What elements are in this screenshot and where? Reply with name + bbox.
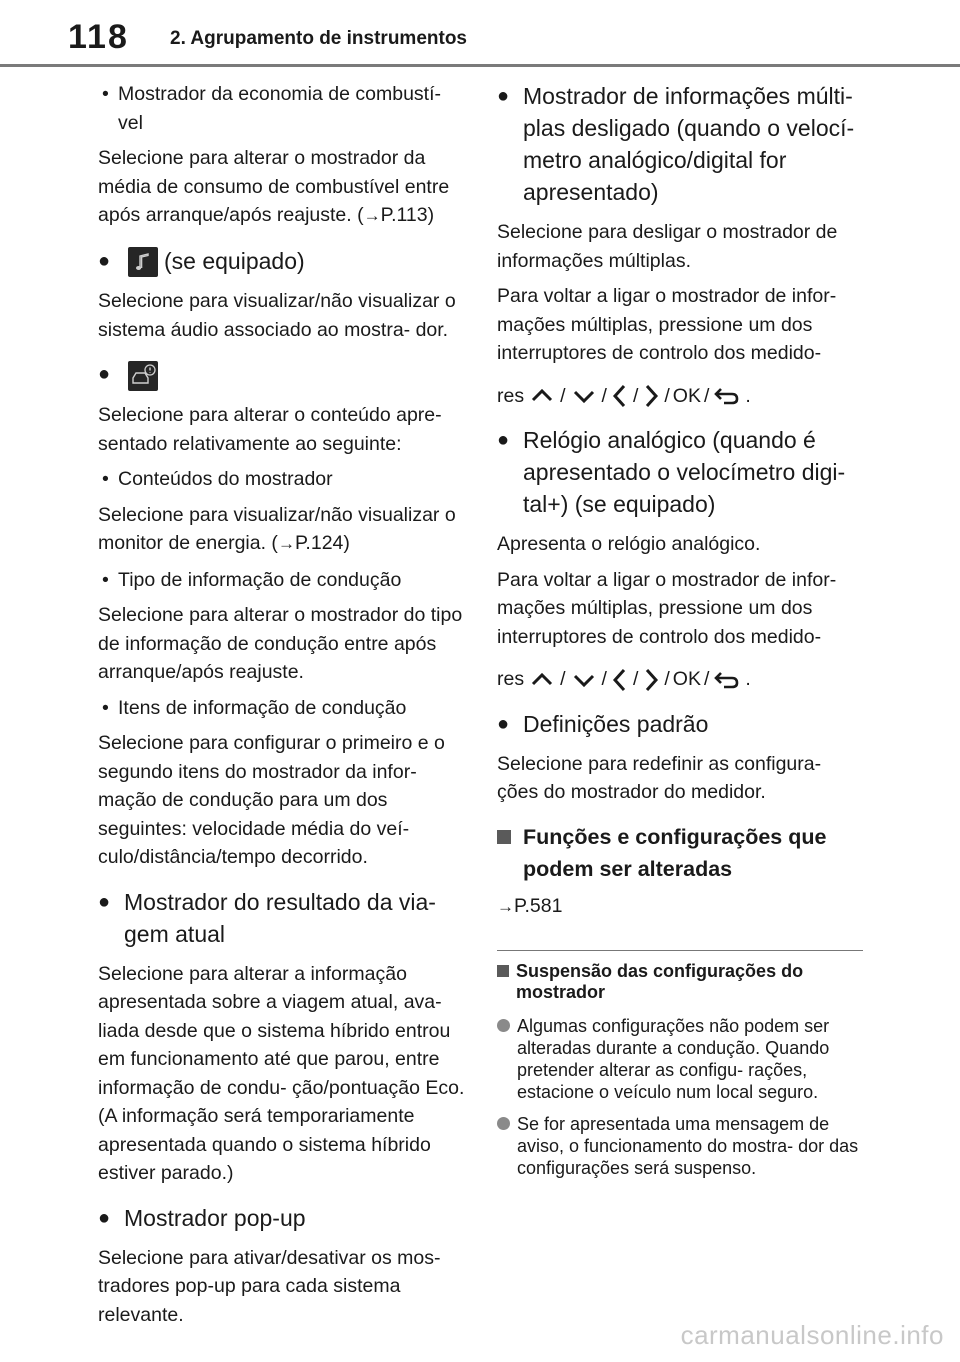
section-heading (497, 821, 863, 885)
separator: / (560, 668, 566, 690)
heading-text: Mostrador do resultado da via- gem atual (124, 888, 436, 947)
bullet-text: Mostrador da economia de combustí- vel (118, 83, 441, 134)
chevron-right-icon (641, 382, 661, 411)
chevron-right-icon (641, 665, 661, 694)
heading-text: Definições padrão (523, 710, 709, 737)
heading-bullet: ● (98, 890, 111, 913)
heading-bullet: ● (497, 712, 510, 735)
paragraph-text: Selecione para alterar o mostrador da média de consumo de combustível entre após arranque/após reajuste. (98, 147, 450, 226)
section-title: 2. Agrupamento de instrumentos (170, 28, 467, 49)
period: . (745, 384, 751, 407)
heading-text: Mostrador de informações múlti- plas desligado (quando o velocí- metro analógico/digital for apresentado) (523, 83, 855, 205)
watermark: carmanualsonline.info (680, 1320, 944, 1350)
separator: / (703, 668, 710, 690)
separator: / (632, 384, 639, 407)
separator: / (560, 384, 566, 407)
page-header (0, 0, 960, 70)
separator: / (632, 668, 639, 690)
paragraph: Para voltar a ligar o mostrador de infor- mações múltiplas, pressione um dos interruptores de controlo dos medido- (497, 568, 837, 648)
chevron-up-icon (527, 665, 557, 694)
chevron-up-icon (527, 382, 557, 411)
option-heading (98, 886, 466, 950)
chevron-down-icon (569, 665, 599, 694)
note-heading-text: Suspensão das configurações do mostrador (516, 960, 804, 1002)
paragraph: Selecione para redefinir as configura- ções do mostrador do medidor. (497, 752, 822, 803)
paragraph: Apresenta o relógio analógico. (497, 533, 761, 555)
res-text: res (497, 668, 525, 690)
bullet-marker: • (102, 83, 109, 105)
chevron-left-icon (610, 382, 630, 411)
bullet-marker: • (102, 696, 109, 719)
heading-text: Relógio analógico (quando é apresentado o velocímetro digi- tal+) (se equipado) (523, 427, 846, 517)
note-item (497, 1015, 863, 1103)
option-heading (98, 245, 466, 278)
heading-text: (se equipado) (164, 247, 305, 274)
note-item (497, 1113, 863, 1179)
square-marker (497, 830, 511, 844)
back-arrow-icon (712, 665, 742, 694)
bullet-text: Conteúdos do mostrador (118, 468, 333, 491)
paragraph (98, 501, 466, 559)
arrow-glyph: → (363, 206, 381, 225)
option-heading (497, 708, 863, 740)
option-heading (98, 358, 466, 391)
chevron-left-icon (610, 665, 630, 694)
car-warning-icon (128, 361, 158, 391)
paragraph: Selecione para visualizar/não visualizar o sistema áudio associado ao mostra- dor. (98, 290, 456, 341)
header-divider (0, 64, 960, 67)
separator: / (664, 668, 670, 690)
separator: / (601, 668, 607, 690)
arrow-glyph: → (277, 534, 295, 554)
heading-bullet: ● (98, 363, 111, 386)
list-item (98, 694, 466, 723)
circle-marker (497, 1117, 510, 1130)
heading-bullet: ● (98, 1206, 111, 1229)
heading-bullet: ● (98, 249, 111, 272)
list-item (98, 80, 466, 137)
option-heading (497, 424, 863, 520)
heading-bullet: ● (497, 429, 510, 451)
note-text: Se for apresentada uma mensagem de aviso, o funcionamento do mostra- dor das configurações será suspenso. (517, 1113, 859, 1178)
paragraph: Selecione para alterar o conteúdo apre- sentado relativamente ao seguinte: (98, 404, 442, 455)
left-column (98, 80, 466, 1336)
bullet-marker: • (102, 468, 109, 491)
chevron-down-icon (569, 382, 599, 411)
paragraph: Selecione para alterar a informação apresentada sobre a viagem atual, ava- liada desde que o sistema híbrido entrou em funcionamento até que parou, entre informação de condu- ção/pontuação Eco. (A informação será temporariamente apresentada quando o sistema híbrido estiver parado.) (98, 962, 465, 1185)
music-note-icon (128, 247, 158, 277)
paragraph: Selecione para ativar/desativar os mos- tradores pop-up para cada sistema relevante. (98, 1246, 441, 1326)
page-ref: P.113) (380, 204, 435, 226)
paragraph: Selecione para desligar o mostrador de informações múltiplas. (497, 221, 838, 272)
heading-text: Mostrador pop-up (124, 1204, 306, 1231)
page-ref: P.124) (294, 532, 350, 555)
option-heading (98, 1202, 466, 1234)
ref-open: ( (357, 204, 364, 226)
list-item (98, 465, 466, 494)
res-text: res (497, 384, 525, 407)
circle-marker (497, 1019, 510, 1032)
control-switches-line (497, 382, 863, 411)
list-item (98, 566, 466, 595)
bullet-text: Tipo de informação de condução (118, 568, 402, 591)
control-switches-line (497, 665, 863, 694)
separator: / (664, 384, 670, 407)
square-marker (497, 965, 509, 977)
paragraph: Selecione para configurar o primeiro e o segundo itens do mostrador da infor- mação de condução para um dos seguintes: velocidade média do veí- culo/distância/tempo decorrido. (98, 732, 445, 869)
note-divider (497, 950, 863, 951)
paragraph: Selecione para alterar o mostrador do tipo de informação de condução entre após arranque/após reajuste. (98, 604, 463, 684)
page-reference (497, 895, 863, 918)
page-ref: P.581 (514, 894, 563, 917)
bullet-text: Itens de informação de condução (118, 696, 407, 719)
page-number: 118 (68, 18, 129, 56)
section-heading-text: Funções e configurações que podem ser alteradas (523, 824, 827, 881)
ok-label: OK (672, 668, 701, 690)
paragraph: Para voltar a ligar o mostrador de infor- mações múltiplas, pressione um dos interruptores de controlo dos medido- (497, 285, 837, 364)
bullet-marker: • (102, 568, 109, 591)
period: . (745, 668, 751, 690)
back-arrow-icon (712, 382, 742, 411)
heading-bullet: ● (497, 85, 510, 107)
separator: / (703, 384, 710, 407)
separator: / (601, 384, 607, 407)
paragraph (98, 144, 466, 231)
ok-label: OK (672, 384, 701, 407)
right-column (497, 80, 863, 1189)
paragraph-text: Selecione para visualizar/não visualizar o monitor de energia. ( (98, 503, 456, 555)
note-heading (497, 961, 863, 1003)
note-text: Algumas configurações não podem ser alteradas durante a condução. Quando pretender alterar as configu- rações, estacione o veículo num local seguro. (517, 1015, 830, 1102)
arrow-glyph: → (497, 896, 514, 916)
option-heading (497, 80, 863, 208)
